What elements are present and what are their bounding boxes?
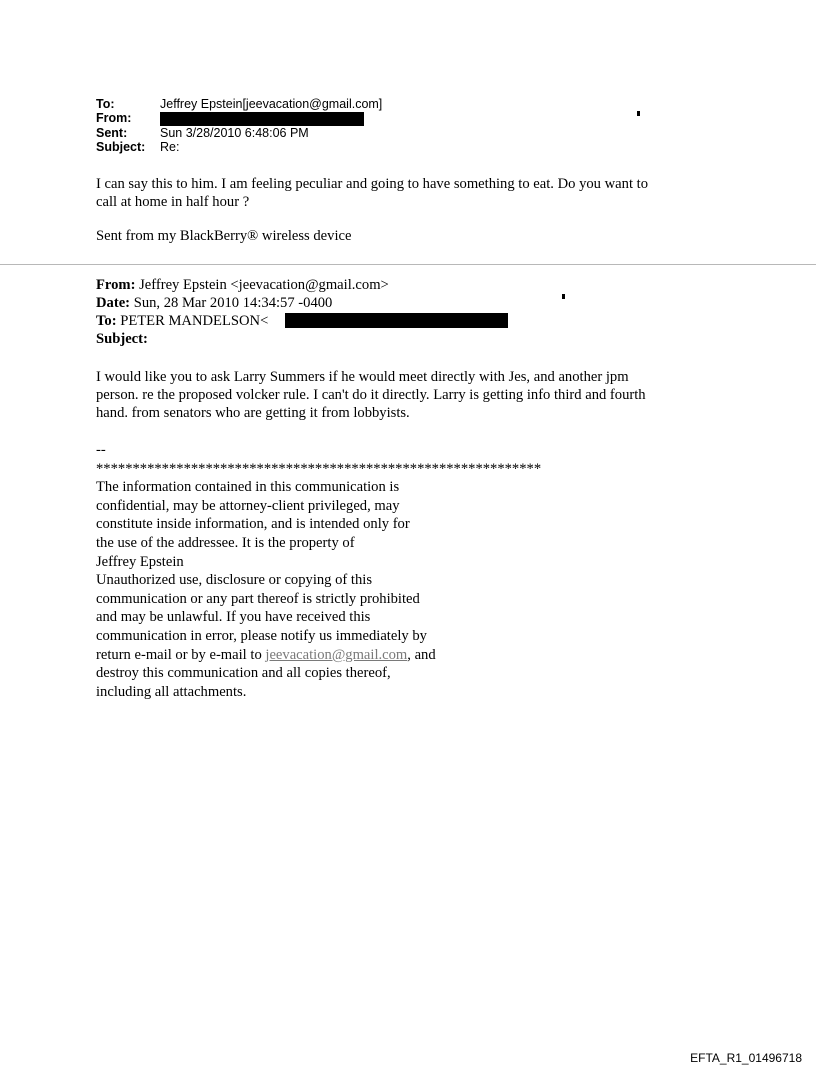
signature-stars: ************************************************************* bbox=[96, 460, 542, 477]
fwd-to-row bbox=[96, 312, 268, 330]
disclaimer-line: the use of the addressee. It is the property of bbox=[96, 534, 355, 551]
disclaimer-line-post: , and bbox=[407, 646, 436, 663]
fwd-date-label: Date: bbox=[96, 295, 131, 311]
separator-rule bbox=[0, 264, 816, 265]
redaction-bar-to bbox=[285, 313, 508, 328]
to-label: To: bbox=[96, 97, 115, 111]
sent-label: Sent: bbox=[96, 126, 128, 140]
email-link[interactable]: jeevacation@gmail.com bbox=[265, 646, 408, 663]
scan-speck bbox=[637, 111, 640, 116]
disclaimer-line: communication in error, please notify us immediately by bbox=[96, 627, 427, 644]
from-label: From: bbox=[96, 111, 132, 125]
fwd-from-row bbox=[96, 276, 389, 294]
reply-line-1: I can say this to him. I am feeling peculiar and going to have something to eat. Do you want to bbox=[96, 176, 648, 192]
fwd-body-line-2: person. re the proposed volcker rule. I can't do it directly. Larry is getting info third and fourth bbox=[96, 387, 646, 403]
to-value: Jeffrey Epstein[jeevacation@gmail.com] bbox=[160, 97, 383, 111]
disclaimer-line: including all attachments. bbox=[96, 683, 247, 700]
disclaimer-line: Jeffrey Epstein bbox=[96, 553, 184, 570]
redaction-bar-from bbox=[160, 112, 364, 126]
fwd-to-value: PETER MANDELSON< bbox=[120, 313, 269, 329]
fwd-date-row bbox=[96, 294, 332, 312]
disclaimer-line: confidential, may be attorney-client privileged, may bbox=[96, 497, 400, 514]
disclaimer-line: constitute inside information, and is intended only for bbox=[96, 516, 410, 533]
fwd-subject-row bbox=[96, 330, 148, 348]
disclaimer-line-pre: return e-mail or by e-mail to bbox=[96, 646, 266, 663]
disclaimer-line: destroy this communication and all copies thereof, bbox=[96, 665, 391, 682]
disclaimer-line: Unauthorized use, disclosure or copying of this bbox=[96, 572, 373, 589]
disclaimer bbox=[96, 441, 541, 701]
scan-speck bbox=[562, 294, 565, 299]
disclaimer-line: communication or any part thereof is strictly prohibited bbox=[96, 590, 420, 607]
fwd-from-value: Jeffrey Epstein <jeevacation@gmail.com> bbox=[139, 277, 389, 293]
disclaimer-line bbox=[96, 646, 541, 665]
subject-value: Re: bbox=[160, 140, 180, 154]
fwd-body-line-1: I would like you to ask Larry Summers if he would meet directly with Jes, and another jpm bbox=[96, 369, 629, 385]
sent-value: Sun 3/28/2010 6:48:06 PM bbox=[160, 126, 309, 140]
document-id: EFTA_R1_01496718 bbox=[690, 1051, 802, 1065]
fwd-subject-label: Subject: bbox=[96, 331, 148, 347]
fwd-from-label: From: bbox=[96, 277, 136, 293]
fwd-date-value: Sun, 28 Mar 2010 14:34:57 -0400 bbox=[133, 295, 333, 311]
fwd-to-label: To: bbox=[96, 313, 117, 329]
fwd-body-line-3: hand. from senators who are getting it from lobbyists. bbox=[96, 405, 410, 421]
signature-dashes: -- bbox=[96, 442, 106, 458]
disclaimer-line: The information contained in this communication is bbox=[96, 479, 400, 496]
reply-signature: Sent from my BlackBerry® wireless device bbox=[96, 228, 352, 244]
subject-label: Subject: bbox=[96, 140, 146, 154]
disclaimer-line: and may be unlawful. If you have received this bbox=[96, 609, 371, 626]
reply-line-2: call at home in half hour ? bbox=[96, 194, 250, 210]
